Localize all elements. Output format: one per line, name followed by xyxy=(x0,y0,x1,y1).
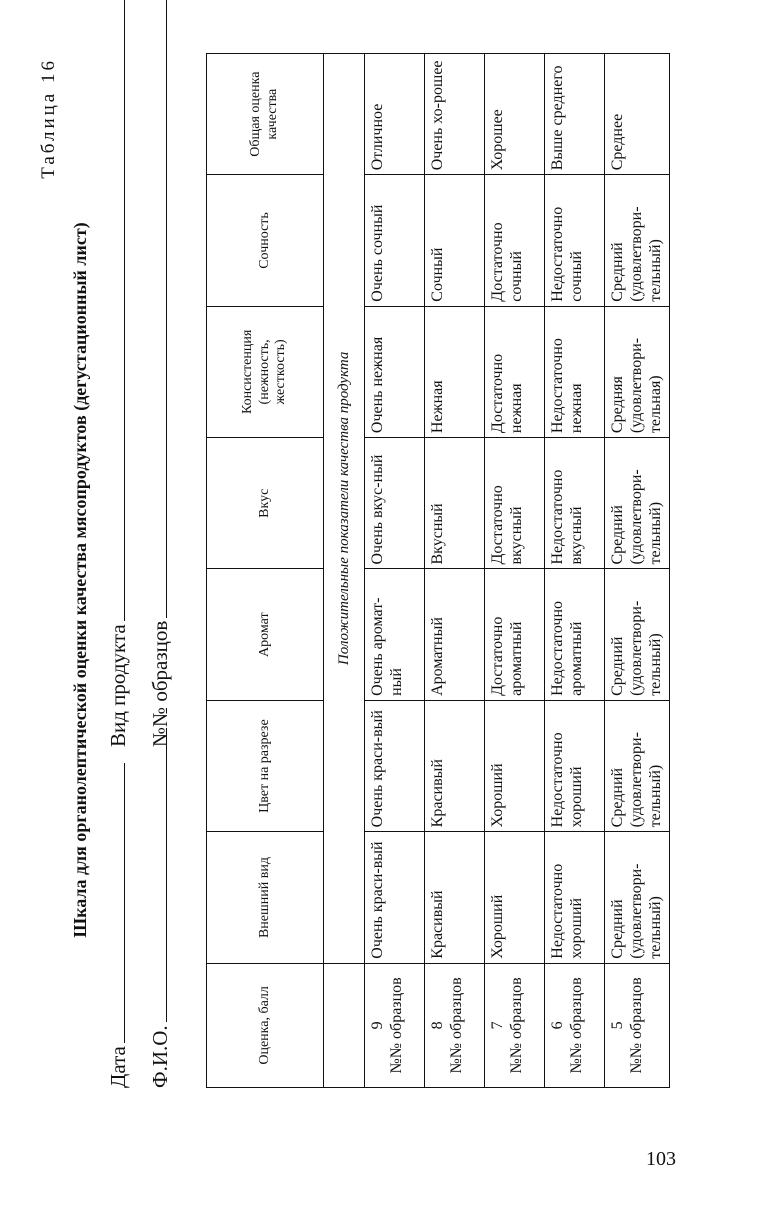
table-cell: Недостаточно хороший xyxy=(545,700,605,831)
score-value: 5 xyxy=(609,1021,626,1030)
table-cell: Очень сочный xyxy=(365,175,425,306)
section-blank-cell xyxy=(324,963,365,1087)
score-cell xyxy=(485,963,545,1087)
table-row xyxy=(545,54,605,1088)
table-cell: Недостаточно ароматный xyxy=(545,569,605,700)
table-header-row xyxy=(207,54,324,1088)
header-cell: Аромат xyxy=(207,569,324,700)
table-row xyxy=(605,54,670,1088)
date-label: Дата xyxy=(106,1046,130,1088)
samples-field xyxy=(148,0,173,747)
header-cell: Общая оценка качества xyxy=(207,54,324,175)
table-number: Таблица 16 xyxy=(38,58,59,179)
table-row xyxy=(365,54,425,1088)
table-cell: Ароматный xyxy=(425,569,485,700)
product-type-field xyxy=(106,0,131,747)
name-blank-line xyxy=(165,732,167,1022)
table-row xyxy=(425,54,485,1088)
product-type-label: Вид продукта xyxy=(106,624,130,747)
rotated-page-content xyxy=(30,30,730,1130)
table-cell: Очень нежная xyxy=(365,306,425,437)
header-cell: Вкус xyxy=(207,438,324,569)
table-cell: Очень аромат-ный xyxy=(365,569,425,700)
score-value: 9 xyxy=(369,1021,386,1030)
header-cell: Внешний вид xyxy=(207,832,324,963)
score-value: 8 xyxy=(429,1021,446,1030)
table-cell: Красивый xyxy=(425,700,485,831)
table-cell: Средний (удовлетвори-тельный) xyxy=(605,438,670,569)
table-cell: Нежная xyxy=(425,306,485,437)
table-cell: Средний (удовлетвори-тельный) xyxy=(605,832,670,963)
name-field xyxy=(148,732,173,1088)
table-cell: Сочный xyxy=(425,175,485,306)
section-label: Положительные показатели качества продукта xyxy=(324,54,365,964)
page-title: Шкала для органолептической оценки качества мясопродуктов (дегустационный лист) xyxy=(70,222,90,938)
table-cell: Красивый xyxy=(425,832,485,963)
table-row xyxy=(485,54,545,1088)
name-label: Ф.И.О. xyxy=(148,1025,172,1088)
score-cell xyxy=(365,963,425,1087)
table-cell: Достаточно нежная xyxy=(485,306,545,437)
header-cell: Консистенция (нежность, жесткость) xyxy=(207,306,324,437)
table-cell: Хороший xyxy=(485,832,545,963)
table-cell: Средний (удовлетвори-тельный) xyxy=(605,175,670,306)
page-number: 103 xyxy=(646,1148,676,1170)
samples-text: №№ образцов xyxy=(508,977,526,1074)
table-cell: Хороший xyxy=(485,700,545,831)
table-cell: Отличное xyxy=(365,54,425,175)
table-cell: Средняя (удовлетвори-тельная) xyxy=(605,306,670,437)
table-cell: Выше среднего xyxy=(545,54,605,175)
header-cell: Цвет на разрезе xyxy=(207,700,324,831)
samples-text: №№ образцов xyxy=(628,977,646,1074)
table-cell: Недостаточно сочный xyxy=(545,175,605,306)
samples-label: №№ образцов xyxy=(148,620,172,747)
table-cell: Очень хо-рошее xyxy=(425,54,485,175)
table-cell: Среднее xyxy=(605,54,670,175)
section-row xyxy=(324,54,365,1088)
score-value: 6 xyxy=(549,1021,566,1030)
table-cell: Очень краси-вый xyxy=(365,700,425,831)
score-cell xyxy=(545,963,605,1087)
table-cell: Средний (удовлетвори-тельный) xyxy=(605,569,670,700)
tasting-scale-table xyxy=(206,53,670,1088)
samples-blank-line xyxy=(165,0,167,618)
date-blank-line xyxy=(123,763,125,1043)
score-value: 7 xyxy=(489,1021,506,1030)
table-cell: Недостаточно нежная xyxy=(545,306,605,437)
samples-text: №№ образцов xyxy=(568,977,586,1074)
score-cell xyxy=(425,963,485,1087)
table-cell: Достаточно сочный xyxy=(485,175,545,306)
table-cell: Достаточно ароматный xyxy=(485,569,545,700)
table-cell: Недостаточно хороший xyxy=(545,832,605,963)
table-cell: Очень вкус-ный xyxy=(365,438,425,569)
table-cell: Средний (удовлетвори-тельный) xyxy=(605,700,670,831)
header-cell: Сочность xyxy=(207,175,324,306)
header-cell: Оценка, балл xyxy=(207,963,324,1087)
table-cell: Очень краси-вый xyxy=(365,832,425,963)
table-cell: Недостаточно вкусный xyxy=(545,438,605,569)
table-cell: Хорошее xyxy=(485,54,545,175)
samples-text: №№ образцов xyxy=(388,977,406,1074)
date-field xyxy=(106,763,131,1088)
samples-text: №№ образцов xyxy=(448,977,466,1074)
table-cell: Вкусный xyxy=(425,438,485,569)
table-cell: Достаточно вкусный xyxy=(485,438,545,569)
score-cell xyxy=(605,963,670,1087)
product-type-blank-line xyxy=(123,0,125,621)
